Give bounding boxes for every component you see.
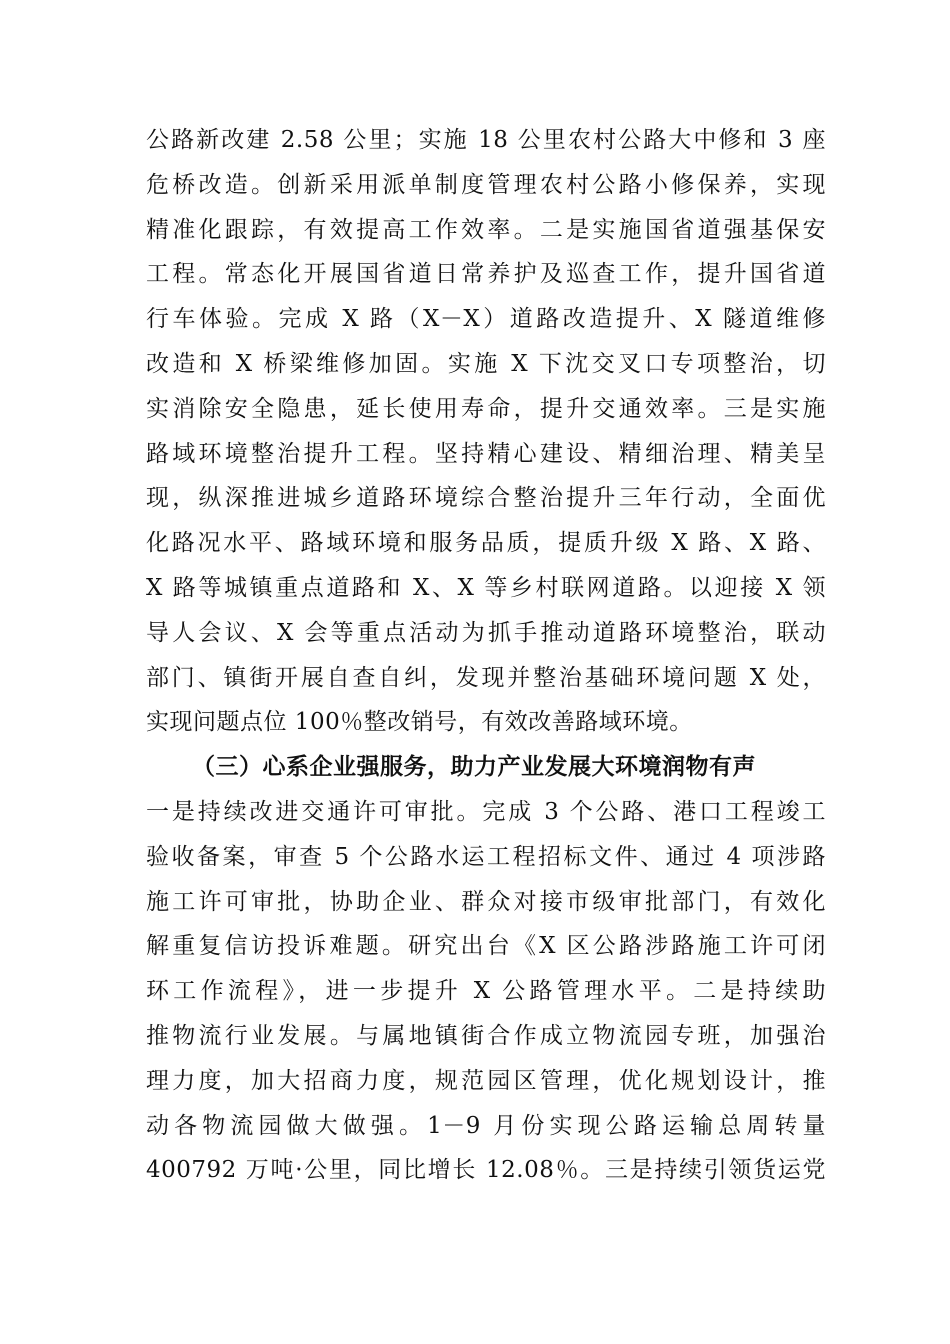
text-line: 工程。常态化开展国省道日常养护及巡查工作，提升国省道 bbox=[146, 261, 826, 288]
text-line: 实消除安全隐患，延长使用寿命，提升交通效率。三是实施 bbox=[146, 395, 826, 422]
body-text bbox=[146, 118, 826, 1193]
text-line: 路域环境整治提升工程。坚持精心建设、精细治理、精美呈 bbox=[146, 440, 826, 467]
text-line: X 路等城镇重点道路和 X、X 等乡村联网道路。以迎接 X 领 bbox=[146, 574, 826, 601]
text-line: 精准化跟踪，有效提高工作效率。二是实施国省道强基保安 bbox=[146, 216, 826, 243]
section-heading: （三）心系企业强服务，助力产业发展大环境润物有声 bbox=[192, 753, 756, 781]
text-line: 理力度，加大招商力度，规范园区管理，优化规划设计，推 bbox=[146, 1067, 826, 1094]
text-line: 施工许可审批，协助企业、群众对接市级审批部门，有效化 bbox=[146, 888, 826, 915]
text-line: 实现问题点位 100％整改销号，有效改善路域环境。 bbox=[146, 709, 693, 736]
text-line: 部门、镇街开展自查自纠，发现并整治基础环境问题 X 处， bbox=[146, 664, 826, 691]
text-line: 公路新改建 2.58 公里；实施 18 公里农村公路大中修和 3 座 bbox=[146, 127, 826, 153]
text-line: 推物流行业发展。与属地镇街合作成立物流园专班，加强治 bbox=[146, 1022, 826, 1049]
text-line: 危桥改造。创新采用派单制度管理农村公路小修保养，实现 bbox=[146, 171, 826, 198]
text-line: 动各物流园做大做强。1－9 月份实现公路运输总周转量 bbox=[146, 1112, 826, 1139]
text-line: 一是持续改进交通许可审批。完成 3 个公路、港口工程竣工 bbox=[146, 798, 826, 825]
text-line: 改造和 X 桥梁维修加固。实施 X 下沈交叉口专项整治，切 bbox=[146, 350, 826, 377]
text-line: 400792 万吨·公里，同比增长 12.08％。三是持续引领货运党 bbox=[146, 1157, 826, 1184]
text-line: 现，纵深推进城乡道路环境综合整治提升三年行动，全面优 bbox=[146, 485, 826, 512]
text-line: 导人会议、X 会等重点活动为抓手推动道路环境整治，联动 bbox=[146, 619, 826, 646]
text-line: 化路况水平、路域环境和服务品质，提质升级 X 路、X 路、 bbox=[146, 530, 826, 557]
text-line: 环工作流程》，进一步提升 X 公路管理水平。二是持续助 bbox=[146, 978, 826, 1005]
text-line: 行车体验。完成 X 路（X－X）道路改造提升、X 隧道维修 bbox=[146, 306, 826, 333]
text-line: 验收备案，审查 5 个公路水运工程招标文件、通过 4 项涉路 bbox=[146, 843, 826, 870]
text-line: 解重复信访投诉难题。研究出台《X 区公路涉路施工许可闭 bbox=[146, 933, 826, 960]
